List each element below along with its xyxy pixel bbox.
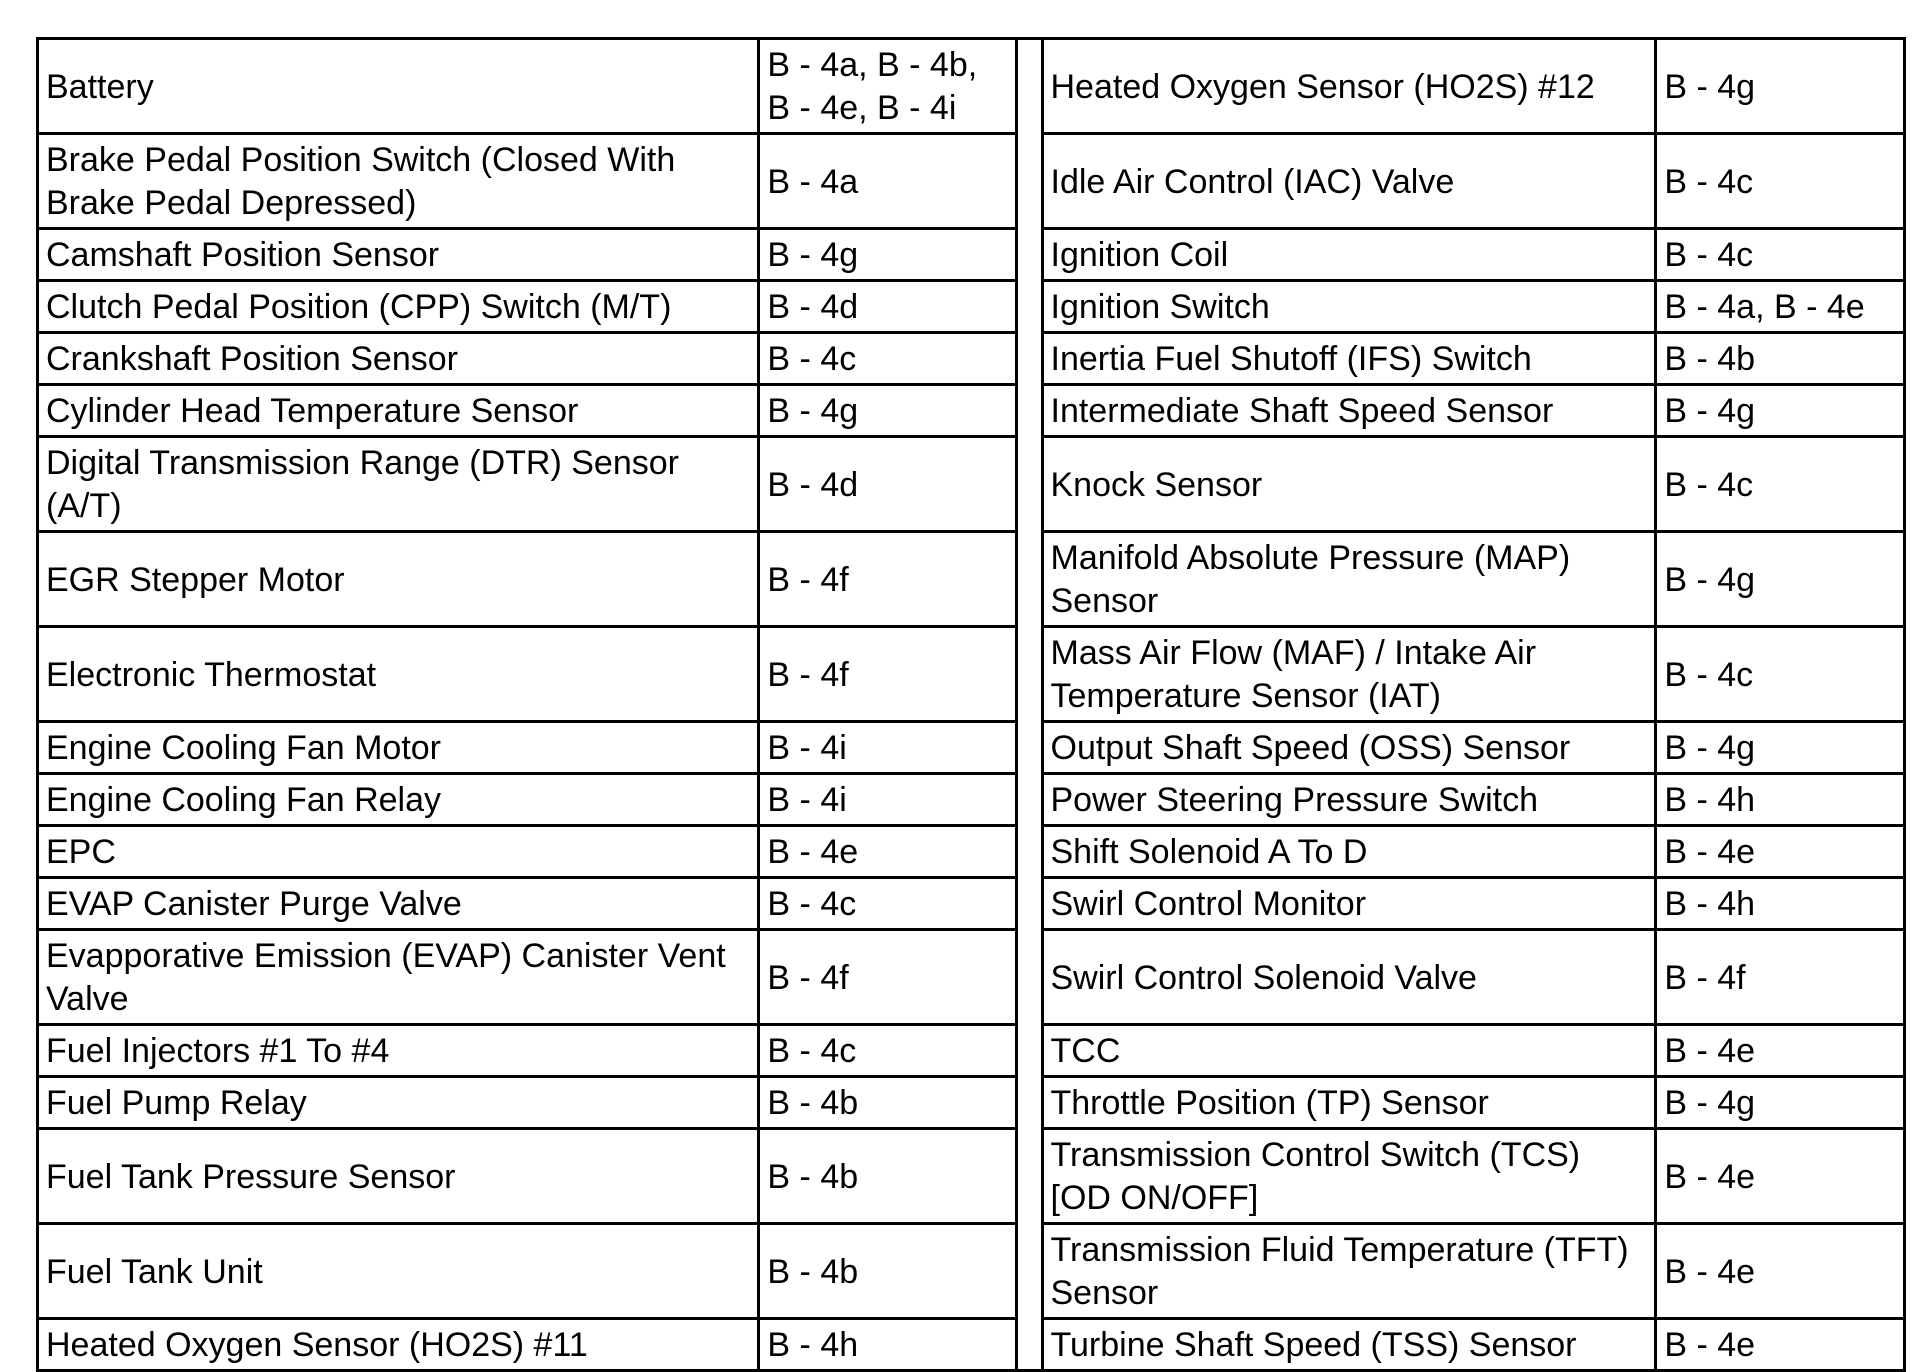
table-row (38, 878, 1905, 930)
component-name: TCC (1042, 1025, 1656, 1077)
location-code: B - 4c (759, 878, 1017, 930)
component-name: Evapporative Emission (EVAP) Canister Vent Valve (38, 930, 759, 1025)
component-name: Output Shaft Speed (OSS) Sensor (1042, 722, 1656, 774)
column-divider (1017, 385, 1042, 437)
column-divider (1017, 627, 1042, 722)
component-location-table (36, 37, 1906, 1372)
location-code: B - 4g (1656, 532, 1905, 627)
component-name: Manifold Absolute Pressure (MAP) Sensor (1042, 532, 1656, 627)
location-code: B - 4c (1656, 437, 1905, 532)
component-name: Brake Pedal Position Switch (Closed With Brake Pedal Depressed) (38, 134, 759, 229)
location-code: B - 4c (1656, 627, 1905, 722)
column-divider (1017, 774, 1042, 826)
location-code: B - 4b (759, 1077, 1017, 1129)
column-divider (1017, 532, 1042, 627)
location-code: B - 4c (1656, 134, 1905, 229)
component-name: Ignition Switch (1042, 281, 1656, 333)
component-name: Fuel Tank Unit (38, 1224, 759, 1319)
location-code: B - 4h (759, 1319, 1017, 1371)
table-row (38, 281, 1905, 333)
column-divider (1017, 878, 1042, 930)
location-code: B - 4f (1656, 930, 1905, 1025)
table-row (38, 826, 1905, 878)
component-name: Ignition Coil (1042, 229, 1656, 281)
location-code: B - 4g (1656, 385, 1905, 437)
component-name: Inertia Fuel Shutoff (IFS) Switch (1042, 333, 1656, 385)
location-code: B - 4c (1656, 229, 1905, 281)
location-code: B - 4a, B - 4b, B - 4e, B - 4i (759, 39, 1017, 134)
column-divider (1017, 437, 1042, 532)
location-code: B - 4d (759, 437, 1017, 532)
table-row (38, 1319, 1905, 1371)
component-name: EVAP Canister Purge Valve (38, 878, 759, 930)
location-code: B - 4c (759, 333, 1017, 385)
location-code: B - 4b (1656, 333, 1905, 385)
location-code: B - 4a (759, 134, 1017, 229)
component-name: Fuel Injectors #1 To #4 (38, 1025, 759, 1077)
component-name: Digital Transmission Range (DTR) Sensor (A/T) (38, 437, 759, 532)
component-name: Intermediate Shaft Speed Sensor (1042, 385, 1656, 437)
table-row (38, 333, 1905, 385)
component-name: Transmission Control Switch (TCS) [OD ON/OFF] (1042, 1129, 1656, 1224)
location-code: B - 4b (759, 1129, 1017, 1224)
location-code: B - 4e (759, 826, 1017, 878)
column-divider (1017, 333, 1042, 385)
table-body (38, 39, 1905, 1371)
column-divider (1017, 1129, 1042, 1224)
component-name: Engine Cooling Fan Relay (38, 774, 759, 826)
component-name: Idle Air Control (IAC) Valve (1042, 134, 1656, 229)
location-code: B - 4c (759, 1025, 1017, 1077)
column-divider (1017, 1077, 1042, 1129)
location-code: B - 4f (759, 532, 1017, 627)
location-code: B - 4e (1656, 826, 1905, 878)
component-name: Throttle Position (TP) Sensor (1042, 1077, 1656, 1129)
table-row (38, 1129, 1905, 1224)
component-name: Mass Air Flow (MAF) / Intake Air Temperature Sensor (IAT) (1042, 627, 1656, 722)
component-name: Shift Solenoid A To D (1042, 826, 1656, 878)
table-row (38, 532, 1905, 627)
location-code: B - 4f (759, 930, 1017, 1025)
component-name: Heated Oxygen Sensor (HO2S) #12 (1042, 39, 1656, 134)
table-row (38, 1025, 1905, 1077)
component-name: Knock Sensor (1042, 437, 1656, 532)
column-divider (1017, 722, 1042, 774)
component-name: Swirl Control Monitor (1042, 878, 1656, 930)
component-name: Transmission Fluid Temperature (TFT) Sensor (1042, 1224, 1656, 1319)
location-code: B - 4b (759, 1224, 1017, 1319)
location-code: B - 4a, B - 4e (1656, 281, 1905, 333)
component-name: Swirl Control Solenoid Valve (1042, 930, 1656, 1025)
location-code: B - 4f (759, 627, 1017, 722)
location-code: B - 4e (1656, 1025, 1905, 1077)
component-name: Fuel Tank Pressure Sensor (38, 1129, 759, 1224)
location-code: B - 4e (1656, 1224, 1905, 1319)
column-divider (1017, 229, 1042, 281)
column-divider (1017, 1025, 1042, 1077)
table-row (38, 229, 1905, 281)
location-code: B - 4g (1656, 722, 1905, 774)
component-name: EGR Stepper Motor (38, 532, 759, 627)
table-row (38, 39, 1905, 134)
location-code: B - 4i (759, 774, 1017, 826)
location-code: B - 4g (759, 385, 1017, 437)
component-name: Cylinder Head Temperature Sensor (38, 385, 759, 437)
location-code: B - 4g (1656, 39, 1905, 134)
location-code: B - 4g (1656, 1077, 1905, 1129)
column-divider (1017, 134, 1042, 229)
column-divider (1017, 1224, 1042, 1319)
location-code: B - 4d (759, 281, 1017, 333)
location-code: B - 4h (1656, 774, 1905, 826)
table-row (38, 627, 1905, 722)
component-name: Power Steering Pressure Switch (1042, 774, 1656, 826)
location-code: B - 4g (759, 229, 1017, 281)
table-row (38, 722, 1905, 774)
column-divider (1017, 281, 1042, 333)
table-row (38, 437, 1905, 532)
component-name: Turbine Shaft Speed (TSS) Sensor (1042, 1319, 1656, 1371)
component-name: Crankshaft Position Sensor (38, 333, 759, 385)
component-name: Clutch Pedal Position (CPP) Switch (M/T) (38, 281, 759, 333)
column-divider (1017, 826, 1042, 878)
location-code: B - 4i (759, 722, 1017, 774)
component-name: EPC (38, 826, 759, 878)
component-name: Engine Cooling Fan Motor (38, 722, 759, 774)
component-name: Heated Oxygen Sensor (HO2S) #11 (38, 1319, 759, 1371)
component-name: Fuel Pump Relay (38, 1077, 759, 1129)
table-row (38, 930, 1905, 1025)
column-divider (1017, 1319, 1042, 1371)
component-name: Electronic Thermostat (38, 627, 759, 722)
component-name: Camshaft Position Sensor (38, 229, 759, 281)
table-row (38, 774, 1905, 826)
component-name: Battery (38, 39, 759, 134)
location-code: B - 4e (1656, 1129, 1905, 1224)
table-row (38, 134, 1905, 229)
location-code: B - 4e (1656, 1319, 1905, 1371)
column-divider (1017, 930, 1042, 1025)
table-row (38, 385, 1905, 437)
column-divider (1017, 39, 1042, 134)
table-row (38, 1224, 1905, 1319)
location-code: B - 4h (1656, 878, 1905, 930)
table-row (38, 1077, 1905, 1129)
